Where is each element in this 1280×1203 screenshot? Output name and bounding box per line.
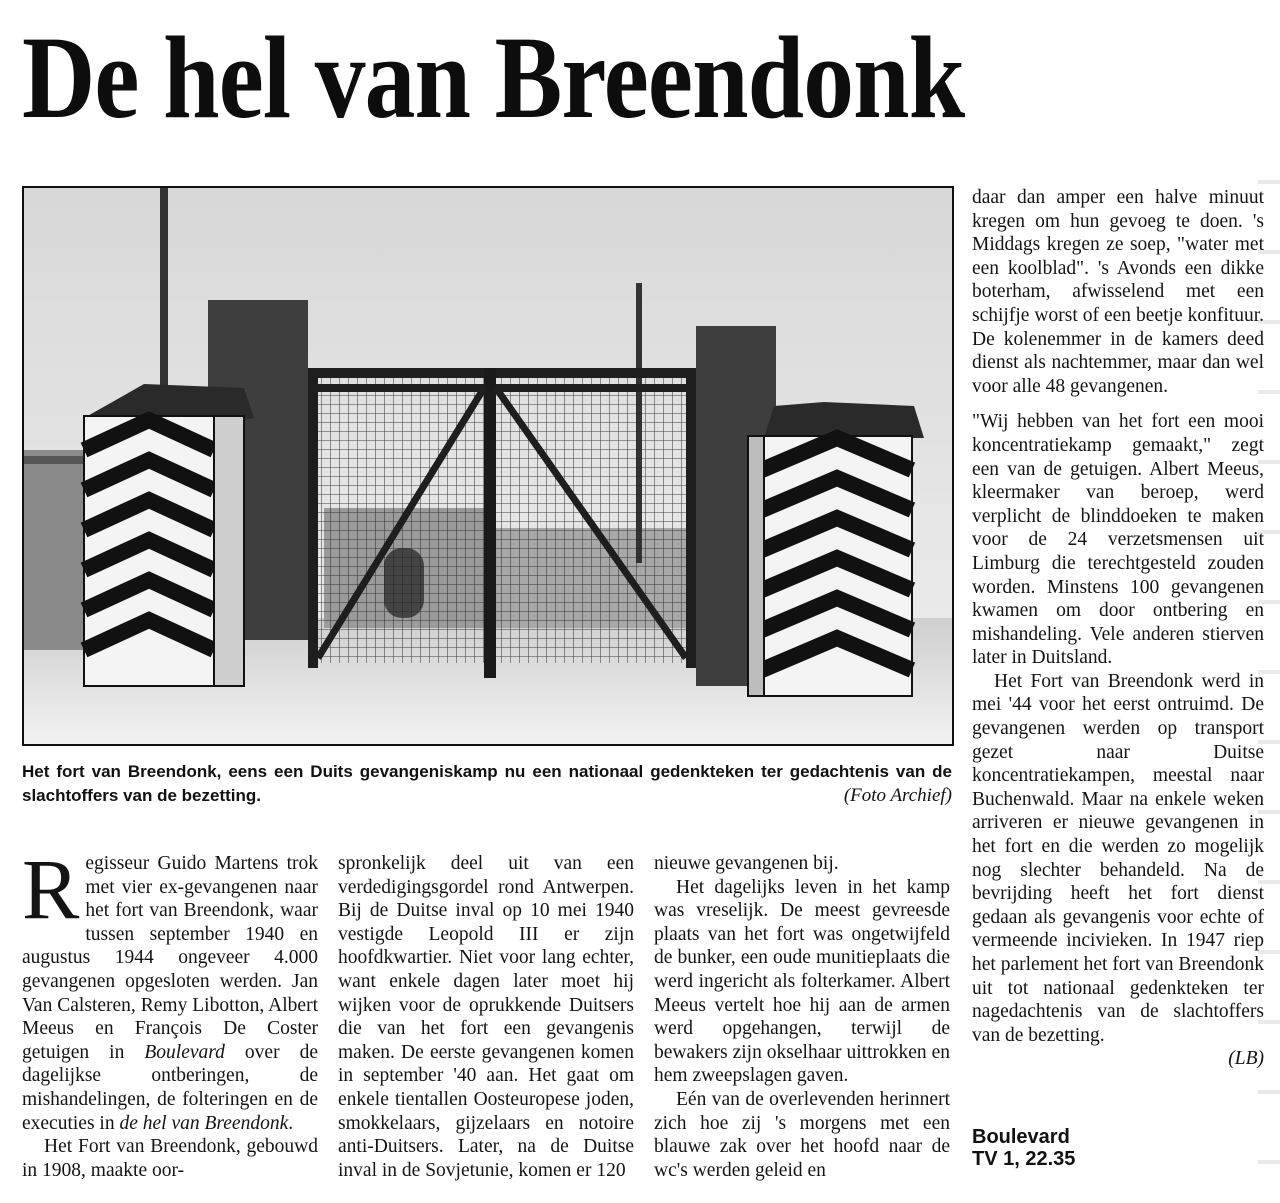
caption-text: Het fort van Breendonk, eens een Duits gevangeniskamp nu een nationaal gedenkteken ter gedachtenis van de slachtoffers van de bezetting. (22, 762, 952, 805)
col1-text-b: over de dagelijkse ontberingen, de mishandelingen, de folteringen en de executies in (22, 1041, 318, 1134)
article-column-2 (338, 852, 634, 1182)
article-column-1 (22, 841, 318, 1182)
col3-paragraph-3: Eén van de overlevenden herinnert zich hoe zij 's morgens met een blauwe zak over het hoofd naar de wc's werden geleid en (654, 1088, 950, 1181)
headline: De hel van Breendonk (22, 12, 965, 143)
broadcast-info (972, 1126, 1264, 1170)
broadcast-time: TV 1, 22.35 (972, 1148, 1076, 1170)
col1-text-end: . (288, 1112, 294, 1134)
col1-text-a: egisseur Guido Martens trok met vier ex-gevangenen naar het fort van Breendonk, waar tussen september 1940 en augustus 1944 ongeveer 4.000 gevangenen opgesloten werden. Jan Van Calsteren, Remy Libotton, Albert Meeus en François De Coster getuigen in (22, 853, 318, 1063)
photo-credit: (Foto Archief) (843, 785, 952, 806)
col2-paragraph-1: spronkelijk deel uit van een verdedigingsgordel rond Antwerpen. Bij de Duitse inval op 10 mei 1940 vestigde Leopold III er zijn hoofdkwartier. Niet voor lang echter, want enkele dagen later moet hij wijken voor de oprukkende Duitsers die van het fort een gevangenis maken. De eerste gevangenen komen in september '40 aan. Het gaat om enkele tientallen Oosteuropese joden, smokkelaars, gijzelaars en notoire anti-Duitsers. Later, na de Duitse inval in de Sovjetunie, komen er 120 (338, 853, 634, 1181)
col4-paragraph-2: "Wij hebben van het fort een mooi koncentratiekamp gemaakt," zegt een van de getuigen. Albert Meeus, kleermaker van beroep, werd verplicht de blinddoeken te maken voor de 24 verzetsmensen uit Limburg die terechtgesteld zouden worden. Minstens 100 gevangenen kwamen om door ontbering en mishandeling. Vele anderen stierven later in Duitsland. (972, 411, 1264, 669)
photo-caption (22, 760, 952, 808)
col3-paragraph-1: nieuwe gevangenen bij. (654, 853, 839, 874)
col1-paragraph-2: Het Fort van Breendonk, gebouwd in 1908, maakte oor- (22, 1136, 318, 1181)
author-signature: (LB) (1228, 1048, 1264, 1070)
photo-fort-gate-icon (24, 188, 952, 744)
article-column-3 (654, 852, 950, 1182)
article-photo (22, 186, 954, 746)
col1-italic-title: de hel van Breendonk (119, 1112, 289, 1134)
col4-paragraph-3: Het Fort van Breendonk werd in mei '44 voor het eerst ontruimd. De gevangenen werden op transport gezet naar Duitse koncentratiekampen, meestal naar Buchenwald. Maar na enkele weken arriveren er nieuwe gevangenen in het fort en die werden zo mogelijk nog slechter behandeld. Na de bevrijding heeft het fort dienst gedaan als gevangenis voor echte of vermeende incivieken. In 1947 riep het parlement het fort van Breendonk uit tot nationaal gedenkteken ter nagedachtenis van de slachtoffers van de bezetting. (972, 670, 1264, 1046)
drop-cap: R (22, 841, 80, 937)
program-name: Boulevard (972, 1126, 1070, 1148)
col1-paragraph-1 (22, 841, 318, 1135)
col4-paragraph-1: daar dan amper een halve minuut kregen om hun gevoeg te doen. 's Middags kregen ze soep, "water met een koolblad". 's Avonds een dikke boterham, afwisselend met een schijfje worst of een beetje konfituur. De kolenemmer in de kamers deed dienst als nachtemmer, maar dan wel voor alle 48 gevangenen. (972, 187, 1264, 397)
article-column-4 (972, 186, 1264, 1071)
col1-italic-show: Boulevard (144, 1041, 225, 1063)
col3-paragraph-2: Het dagelijks leven in het kamp was vreselijk. De meest gevreesde plaats van het fort was ongetwijfeld de bunker, een oude munitieplaats die werd ingericht als folterkamer. Albert Meeus vertelt hoe hij aan de armen werd opgehangen, terwijl de bewakers zijn okselhaar uittrokken en hem zweepslagen gaven. (654, 876, 950, 1087)
